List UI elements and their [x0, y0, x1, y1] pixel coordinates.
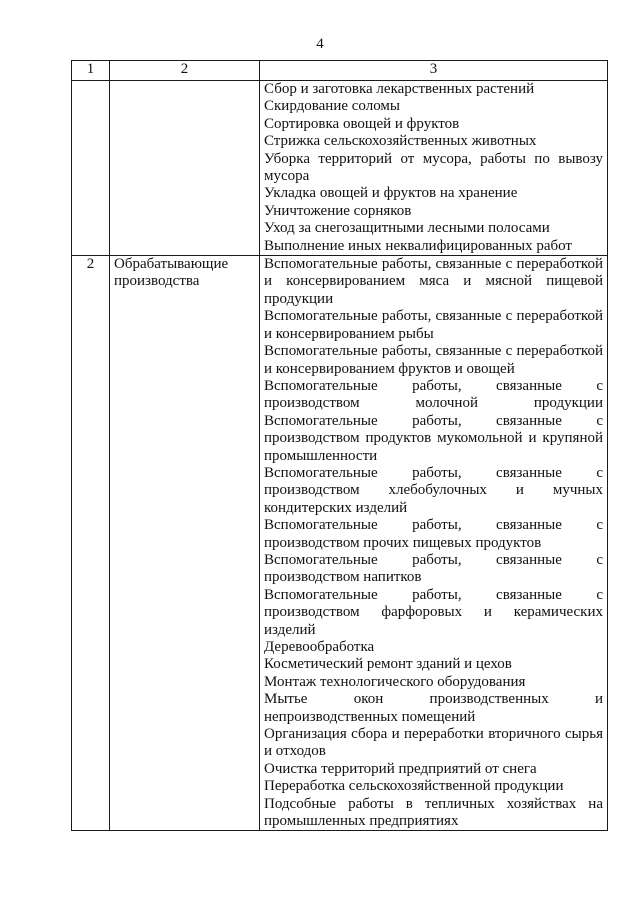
list-item: Сбор и заготовка лекарственных растений	[264, 81, 535, 97]
list-item: Вспомогательные работы, связанные с производством хлебобулочных и мучных кондитерских изделий	[264, 464, 603, 516]
list-item: Вспомогательные работы, связанные с переработкой и консервированием мяса и мясной пищевой продукции	[264, 256, 603, 307]
row-items	[260, 81, 608, 256]
header-col-2: 2	[110, 61, 260, 81]
list-item: Организация сбора и переработки вторичного сырья и отходов	[264, 726, 603, 760]
row-category	[110, 81, 260, 256]
list-item: Деревообработка	[264, 639, 375, 655]
list-item: Вспомогательные работы, связанные с производством фарфоровых и керамических изделий	[264, 586, 603, 638]
list-item: Скирдование соломы	[264, 98, 400, 115]
list-item: Уборка территорий от мусора, работы по вывозу мусора	[264, 150, 603, 185]
header-col-1: 1	[72, 61, 110, 81]
list-item: Уход за снегозащитными лесными полосами	[264, 220, 550, 237]
list-item: Сортировка овощей и фруктов	[264, 115, 460, 132]
list-item: Монтаж технологического оборудования	[264, 673, 526, 690]
list-item: Вспомогательные работы, связанные с переработкой и консервированием фруктов и овощей	[264, 343, 603, 377]
list-item: Вспомогательные работы, связанные с производством напитков	[264, 551, 603, 586]
list-item: Выполнение иных неквалифицированных работ	[264, 237, 572, 254]
list-item: Вспомогательные работы, связанные с производством продуктов мукомольной и крупяной промышленности	[264, 412, 603, 464]
table-row	[72, 256, 608, 831]
list-item: Уничтожение сорняков	[264, 202, 412, 219]
row-number: 2	[72, 256, 110, 831]
row-items	[260, 256, 608, 831]
list-item: Укладка овощей и фруктов на хранение	[264, 185, 518, 202]
row-number	[72, 81, 110, 256]
list-item: Вспомогательные работы, связанные с производством прочих пищевых продуктов	[264, 517, 603, 551]
list-item: Переработка сельскохозяйственной продукции	[264, 778, 564, 795]
list-item: Подсобные работы в тепличных хозяйствах на промышленных предприятиях	[264, 795, 603, 830]
list-item: Стрижка сельскохозяйственных животных	[264, 133, 537, 150]
list-item: Вспомогательные работы, связанные с переработкой и консервированием рыбы	[264, 308, 603, 342]
table-header-row	[72, 61, 608, 81]
row-category: Обрабатывающие производства	[110, 256, 260, 831]
table-row	[72, 81, 608, 256]
list-item: Косметический ремонт зданий и цехов	[264, 656, 512, 673]
activity-table	[71, 60, 608, 831]
list-item: Мытье окон производственных и непроизводственных помещений	[264, 691, 603, 725]
list-item: Очистка территорий предприятий от снега	[264, 760, 537, 777]
header-col-3: 3	[260, 61, 608, 81]
page-number: 4	[316, 36, 324, 52]
list-item: Вспомогательные работы, связанные с производством молочной продукции	[264, 377, 603, 412]
